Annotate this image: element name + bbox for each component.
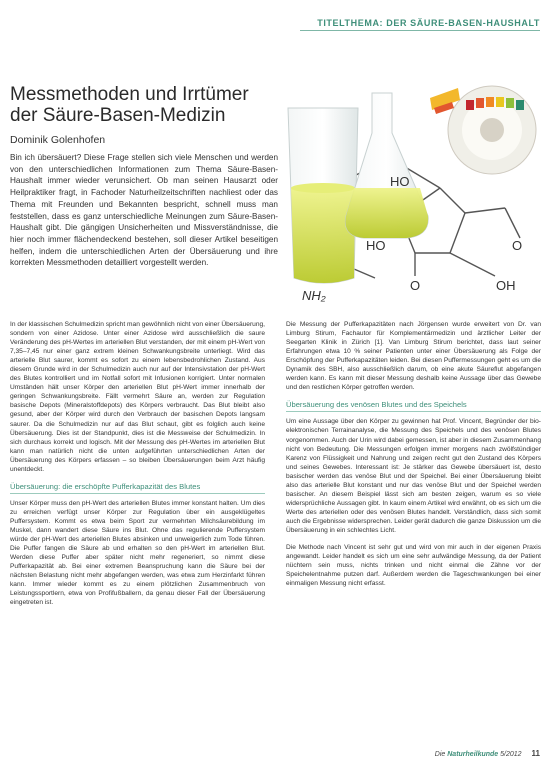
- left-column: [10, 320, 265, 615]
- paragraph: Die Messung der Pufferkapazitäten nach Jörgensen wurde erweitert von Dr. van Limburg Stirum, Fachautor für Komplementärmedizin und ärztlicher Leiter der Seegarten Klinik in Zürich [1]. Van Limburg Stirum berichtet, dass laut seiner Erfahrungen etwa 10 % seiner Patienten unter einer Übersäuerung als Folge der Erschöpfung der Pufferkapazitäten leiden. Bei diesen Puffermessungen geht es um die Dynamik des SBH, also ausschließlich darum, ob eine akute Säureflut abgefangen werden kann. Es kann mit dieser Messung deshalb keine Aussage über das Gewebe und den restlichen Körper getroffen werden.: [286, 321, 541, 392]
- chem-label: NH₂: [302, 288, 326, 303]
- right-column: [286, 320, 541, 596]
- article-title: Messmethoden und Irrtümer der Säure-Basen-Medizin: [10, 84, 249, 126]
- chem-label: HO: [390, 174, 410, 189]
- beaker-icon: [288, 108, 358, 283]
- magazine-title: Naturheilkunde: [447, 751, 499, 758]
- lab-illustration: [280, 38, 542, 306]
- section-label: TITELTHEMA:: [317, 18, 384, 28]
- paragraph: Unser Körper muss den pH-Wert des arteriellen Blutes immer konstant halten. Um dies zu erreichen verfügt unser Körper zur Regulation über ein ausgeklügeltes Puffersystem. Kommt es etwa beim Sport zur vermehrten Milchsäurebildung im Muskel, dann wandert diese Säure ins Blut. Ohne das regulierende Puffersystem würde der pH-Wert des arteriellen Blutes absinken und unweigerlich zum Tode führen. Die Puffer fangen die Säure ab und erhalten so den pH-Wert im arteriellen Blut. Werden diese Puffer aber später nicht mehr regeneriert, so nimmt diese Pufferkapazität ab. Bei einer extremen Beanspruchung kann die Säure bei der nächsten Belastung nicht mehr abgefangen werden, was etwa zum Herzinfarkt führen kann. Immer wieder kommt es zu einem plötzlichen Zusammenbruch von Leistungssportlern, etwa von Profifußballern, da genau dieser Fall der Übersäuerung eingetreten ist.: [10, 499, 265, 607]
- header-rule: [300, 30, 540, 31]
- chem-label: HO: [366, 238, 386, 253]
- paragraph: Die Methode nach Vincent ist sehr gut und wird von mir auch in der eigenen Praxis angewandt. Leider handelt es sich um eine sehr aufwändige Messung, da der Patient nüchtern sein muss, nichts trinken und nicht einmal die Zähne vor der Speichelentnahme putzen darf. Außerdem werden die Tageschwankungen bei einer einmaligen Messung nicht erfasst.: [286, 544, 541, 588]
- section-header: [317, 18, 540, 28]
- article-author: Dominik Golenhofen: [10, 134, 106, 146]
- paragraph: Um eine Aussage über den Körper zu gewinnen hat Prof. Vincent, Begründer der bio-elektronischen Terrainanalyse, die Messung des Speichels und des venösen Blutes vorgenommen. Auch der Urin wird dabei gemessen, ist aber in diesem Zusammenhang nicht von Bedeutung. Die Messungen erfolgen immer morgens nach zwölfstündiger Karenz von Flüssigkeit und Nahrung und zeigen recht gut den Zustand des Körpers und seines Gewebes. Interessant ist: Je stärker das Gewebe übersäuert ist, desto basischer werden das venöse Blut und der Speichel. Bei einer Übersäuerung bleibt also das arterielle Blut konstant und nur das venöse Blut und der Speichel werden basischer. An diesem Beispiel lässt sich am besten zeigen, warum es so viele widersprüchliche Aussagen gibt. In kaum einem Artikel wird erwähnt, ob es sich um die Werte des arteriellen oder des venösen Blutes handelt. Verständlich, dass sich somit auch die Ergebnisse widersprechen. Leider gerät dadurch die ganze Diskussion um die Übersäuerung in ein schlechtes Licht.: [286, 418, 541, 534]
- chem-label: O: [410, 278, 421, 293]
- subheading: Übersäuerung: die erschöpfte Pufferkapazität des Blutes: [10, 482, 265, 494]
- magazine-issue: 5/2012: [500, 751, 522, 758]
- ph-strip-icon: [430, 86, 536, 174]
- article-intro: Bin ich übersäuert? Diese Frage stellen sich viele Menschen und werden von den unterschiedlichen Informationen zum Thema Säure-Basen-Haushalt immer wieder verunsichert. Ob man seinen Hausarzt oder Heilpraktiker fragt, in Fachoder Naturheilzeitschriften nachliest oder das Thema mit Freunden und Bekannten bespricht, schnell muss man feststellen, dass es ganz unterschiedliche Meinungen zum Säure-Basen-Haushalt gibt. Die gängigen Unsicherheiten und Missverständnisse, die hier noch immer flächendeckend bestehen, soll dieser Artikel beseitigen helfen, indem die unterschiedlichen Arten der Übersäuerung und ihre korrekten Messmethoden detailliert vorgestellt werden.: [10, 153, 278, 268]
- chem-label: O: [512, 238, 523, 253]
- magazine-prefix: Die: [434, 751, 446, 758]
- magazine-name: [435, 751, 524, 758]
- subheading: Übersäuerung des venösen Blutes und des Speichels: [286, 400, 541, 412]
- page-footer: [435, 749, 540, 758]
- chem-label: OH: [496, 278, 516, 293]
- paragraph: In der klassischen Schulmedizin spricht man gewöhnlich nicht von einer Übersäuerung, sondern von einer Azidose. Unter einer Azidose wird ausschließlich die saure Veränderung des pH-Wertes im arteriellen Blut verstanden, der mit einem pH-Wert von 7,35–7,45 nur einer ganz extrem kleinen Schwankungsbreite unterliegt. Wird das arterielle Blut saurer, kommt es sofort zu einem lebensbedrohlichen Zustand. Aus diesem Grunde wird in der Schulmedizin auch nur auf der Intensivstation der pH-Wert des Blutes kontrolliert und im Notfall sofort mit Infusionen korrigiert. Unter normalen Umständen hält unser Körper den arteriellen Blut pH-Wert immer innerhalb der geringen Schwankungsbreite. Fällt vermehrt Säure an, werden zur Regulation basische Depots (Mineralstoffdepots) des Körpers verbraucht. Das Blut bleibt also gesund, aber der Körper wird durch den Verbrauch der basischen Depots langsam saurer. Da die Schulmedizin nur auf das Blut schaut, gibt es folglich auch keine Übersäuerung. Dies ist der Standpunkt, dies ist die Messweise der Schulmedizin. In sich durchaus korrekt und logisch. Mit der Messung des pH-Wertes im arteriellen Blut kann man natürlich nicht die unten aufgeführten unterschiedlichen Arten der Übersäuerung des Körpers erfassen – so bleiben Übersäuerungen beim Arzt häufig unentdeckt.: [10, 321, 265, 473]
- section-topic: DER SÄURE-BASEN-HAUSHALT: [386, 18, 540, 28]
- page-number: 11: [531, 749, 540, 758]
